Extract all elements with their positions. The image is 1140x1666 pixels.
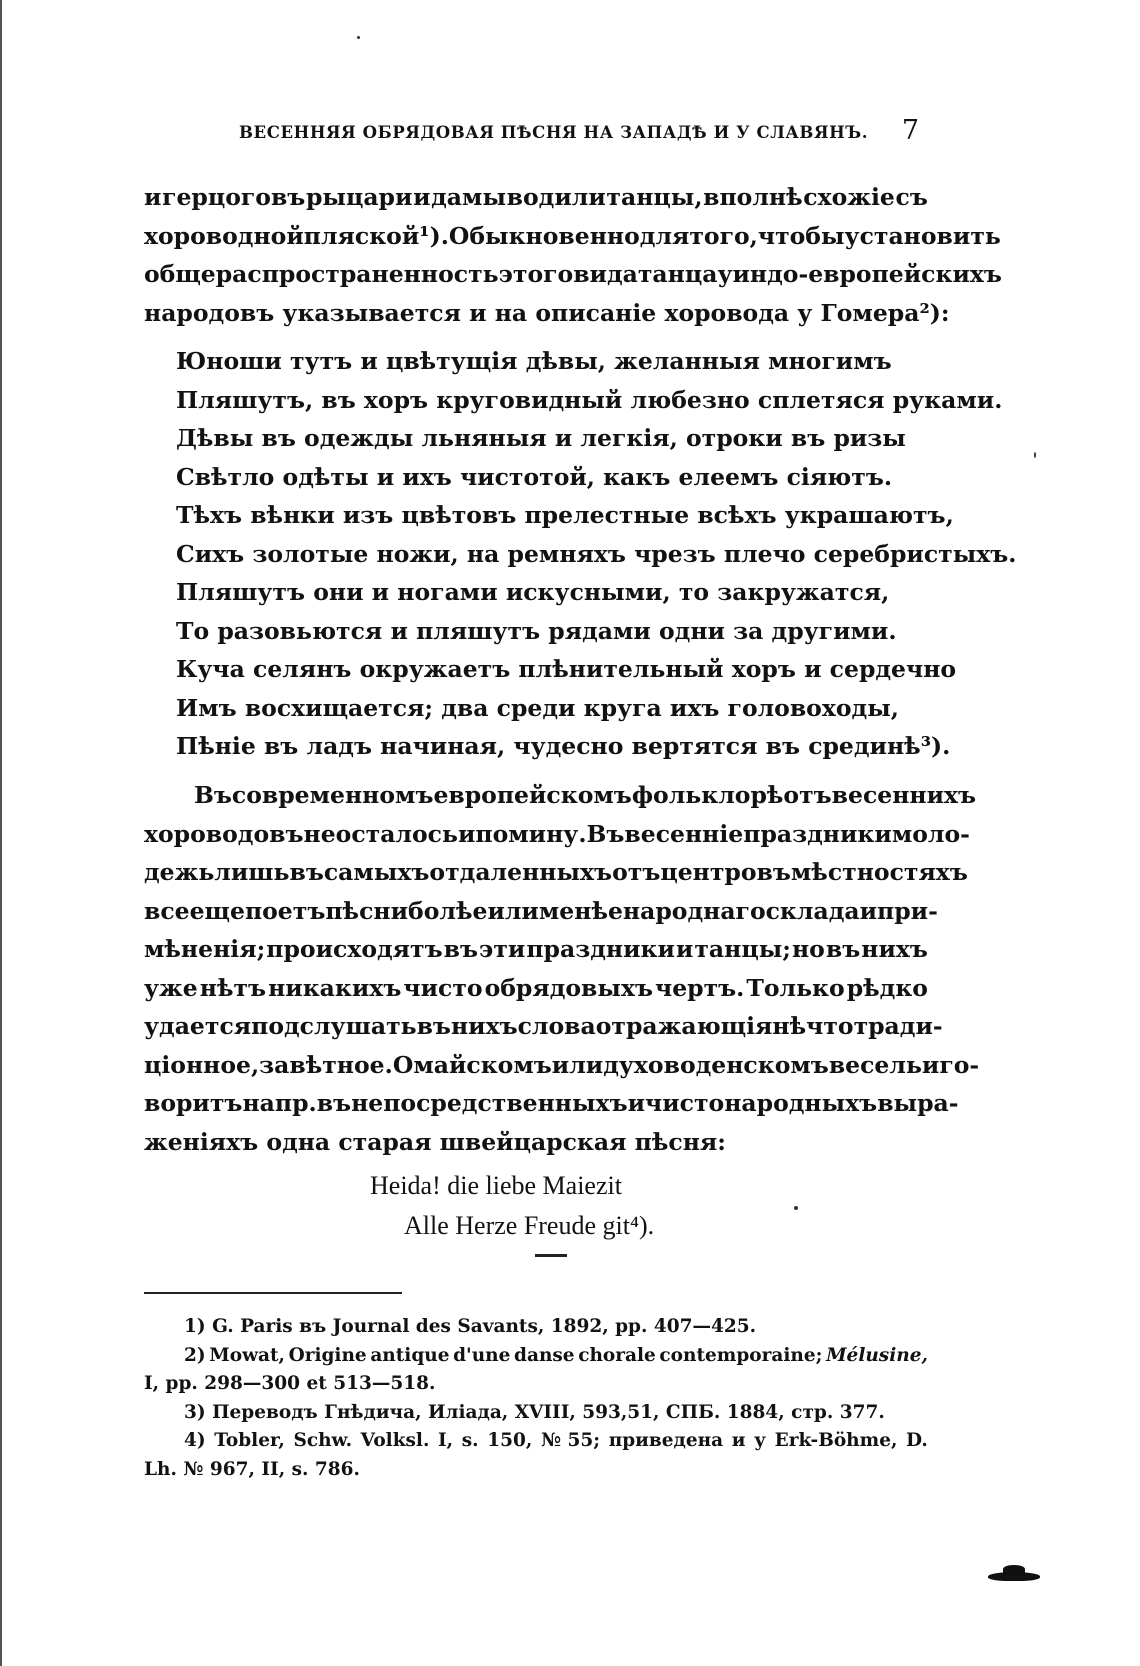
word: фольклорѣ [631,781,784,809]
word: мѣстностяхъ [790,858,968,886]
word: нихъ [450,1012,518,1040]
word: рыцари [305,183,413,211]
word: склада [765,896,860,925]
word: го- [939,1050,980,1079]
running-title: ВЕСЕННЯЯ ОБРЯДОВАЯ ПѢСНЯ НА ЗАПАДѢ И У СЛАВЯНЪ. [239,123,869,142]
word: но [791,935,825,963]
word: и [413,183,431,211]
word: танца [637,260,718,288]
word: отъ [612,858,661,886]
word: нихъ [861,935,928,963]
word: чертъ. [655,973,745,1002]
word: s. [461,1430,479,1451]
word: весеннихъ [831,781,977,809]
poem-line: Пѣніе въ ладъ начиная, чудесно вертятся въ срединѣ³). [176,732,951,760]
word: 4) [184,1430,206,1451]
word: уже [144,973,198,1002]
word: праздники [526,935,675,963]
paragraph-2-line [144,776,977,815]
footnote-2-continued: I, pp. 298—300 et 513—518. [144,1373,436,1394]
word: Volksl. [360,1430,430,1451]
word: завѣтное. [259,1050,393,1079]
word: непосредственныхъ [351,1089,628,1117]
poem-line: Пляшутъ, въ хоръ круговидный любезно сплетяся руками. [176,385,1003,414]
word: d'une [453,1344,511,1366]
word: духоводенскомъ [603,1050,829,1079]
word: Въ [194,781,232,809]
word: Erk-Böhme, [774,1430,898,1451]
word: чтобы [757,221,845,250]
paragraph-2-line [144,969,928,1008]
paragraph-2-last-line: женіяхъ одна старая швейцарская пѣсня: [144,1127,726,1156]
word: Tobler, [214,1430,285,1451]
word: чисто [645,1089,725,1117]
word: установить [844,221,1001,250]
word: contemporaine; [659,1344,823,1366]
word: 150, [487,1430,533,1451]
word: герцоговъ [162,183,306,211]
word: отъ [783,781,832,809]
poem-line: Дѣвы въ одежды льняныя и легкія, отроки въ ризы [176,424,906,452]
word: происходятъ [266,935,443,963]
word: и [144,183,162,211]
paragraph-1-line [144,217,1001,256]
word: моло- [891,819,970,848]
poem-line: То разовьются и пляшутъ рядами одни за другими. [176,616,897,645]
word: у [754,1430,766,1451]
paragraph-1-line [144,178,928,217]
word: дежь [144,858,215,886]
word: рѣдко [846,973,928,1002]
word: вполнѣ [703,183,803,211]
paragraph-1-line [144,255,1002,294]
word: слова [517,1012,596,1040]
word: праздники [743,819,892,848]
word: нѣчто [772,1012,854,1040]
word: хороводной [144,221,304,250]
word: напр. [242,1089,317,1117]
word: танцы, [606,183,703,211]
word: танцы; [694,935,791,963]
word: эти [479,935,526,963]
word: приведена [608,1430,724,1451]
word: чисто [403,973,483,1002]
word: отдаленныхъ [429,858,613,886]
word: съ [895,183,928,211]
footnote-4 [144,1427,928,1456]
word: весельи [828,1050,940,1079]
word: для [639,221,690,250]
section-end-rule [535,1254,567,1257]
word: danse [514,1344,575,1366]
word: водили [506,183,606,211]
word: въ [443,935,478,963]
word: Только [746,973,845,1002]
word: и [675,935,694,963]
word: хороводовъ [144,819,304,848]
word: майскомъ [413,1050,552,1079]
ink-blot [988,1572,1040,1581]
word: при- [877,896,938,925]
word: D. [906,1430,928,1451]
paragraph-2-line [144,853,968,892]
word: chorale [578,1344,656,1366]
word: Въ [586,819,625,848]
word: поетъ [244,896,326,925]
poem-line: Имъ восхищается; два среди круга ихъ головоходы, [176,693,899,722]
word: самыхъ [323,858,430,886]
word: менѣе [538,896,623,925]
word: схожіе [803,183,895,211]
word: воритъ [144,1089,243,1117]
word: Schw. [293,1430,353,1451]
word: Mélusine, [826,1344,928,1366]
word: О [392,1050,414,1079]
word: дамы [431,183,507,211]
word: общераспространенность [144,260,499,288]
paragraph-1 [144,178,1002,332]
swiss-song-quote [370,1166,654,1246]
word: весенніе [624,819,744,848]
paragraph-2-line [144,1007,943,1046]
paragraph-2-line [144,892,938,931]
word: 2) [184,1344,206,1366]
paragraph-2-line [144,1084,959,1123]
paragraph-2-line [144,930,928,969]
footnote-separator [144,1292,402,1294]
word: № 55; [540,1430,601,1451]
word: въ [416,1012,451,1040]
word: того, [689,221,758,250]
word: Обыкновенно [448,221,640,250]
word: удается [144,1012,252,1040]
word: обрядовыхъ [484,973,653,1002]
paragraph-2-line [144,815,970,854]
word: не [303,819,336,848]
word: еще [189,896,245,925]
footnote-3: 3) Переводъ Гнѣдича, Иліада, XVIII, 593,51, СПБ. 1884, стр. 377. [184,1401,885,1423]
word: мѣненія; [144,935,266,963]
poem-line: Свѣтло одѣты и ихъ чистотой, какъ елеемъ сіяютъ. [176,462,893,491]
scan-speck [1034,452,1036,458]
iliad-poem-quote [176,342,1017,766]
word: выра- [877,1089,959,1117]
word: народнаго [622,896,766,925]
swiss-song-line-2: Alle Herze Freude git⁴). [404,1211,655,1240]
word: у [717,260,733,288]
poem-line: Юноши тутъ и цвѣтущія дѣвы, желанныя многимъ [176,347,892,375]
word: пляской¹). [303,221,449,250]
word: Origine [288,1344,367,1366]
word: никакихъ [268,973,402,1002]
poem-line: Сихъ золотые ножи, на ремняхъ чрезъ плечо серебристыхъ. [176,539,1017,568]
word: I, [438,1430,454,1451]
word: болѣе [408,896,488,925]
word: подслушать [251,1012,417,1040]
word: въ [289,858,324,886]
word: европейскомъ [433,781,632,809]
running-head [239,115,919,149]
footnote-2 [144,1342,928,1371]
word: пѣсни [325,896,409,925]
word: центровъ [660,858,791,886]
word: помину. [475,819,587,848]
word: осталось [335,819,458,848]
word: все [144,896,190,925]
word: нѣтъ [199,973,267,1002]
scan-speck [357,36,360,39]
word: тради- [853,1012,943,1040]
word: ціонное, [144,1050,260,1079]
poem-line: Пляшутъ они и ногами искусными, то закружатся, [176,578,890,606]
word: индо-европейскихъ [732,260,1002,288]
poem-line: Куча селянъ окружаетъ плѣнительный хоръ и сердечно [176,655,957,683]
swiss-song-line-1: Heida! die liebe Maiezit [370,1171,622,1200]
word: или [551,1050,604,1079]
word: этого [498,260,574,288]
word: народныхъ [724,1089,878,1117]
paragraph-2 [144,776,980,1161]
word: и [731,1430,746,1451]
poem-line: Тѣхъ вѣнки изъ цвѣтовъ прелестные всѣхъ украшаютъ, [176,501,954,529]
page-number: 7 [901,115,919,146]
word: въ [316,1089,352,1117]
paragraph-2-line [144,1046,980,1085]
word: отражающія [595,1012,773,1040]
word: современномъ [231,781,434,809]
word: и [859,896,878,925]
word: вида [573,260,638,288]
word: antique [370,1344,450,1366]
word: въ [825,935,861,963]
paragraph-1-last-line: народовъ указывается и на описаніе хоровода у Гомера²): [144,298,950,327]
scan-speck [794,1206,798,1210]
word: лишь [214,858,290,886]
word: и [457,819,476,848]
footnote-4-continued: Lh. № 967, II, s. 786. [144,1458,360,1480]
page-left-edge [0,0,2,1666]
word: и [627,1089,646,1117]
word: Mowat, [209,1344,285,1366]
footnotes [144,1313,928,1484]
word: или [487,896,539,925]
footnote-1: 1) G. Paris въ Journal des Savants, 1892, pp. 407—425. [184,1316,757,1337]
